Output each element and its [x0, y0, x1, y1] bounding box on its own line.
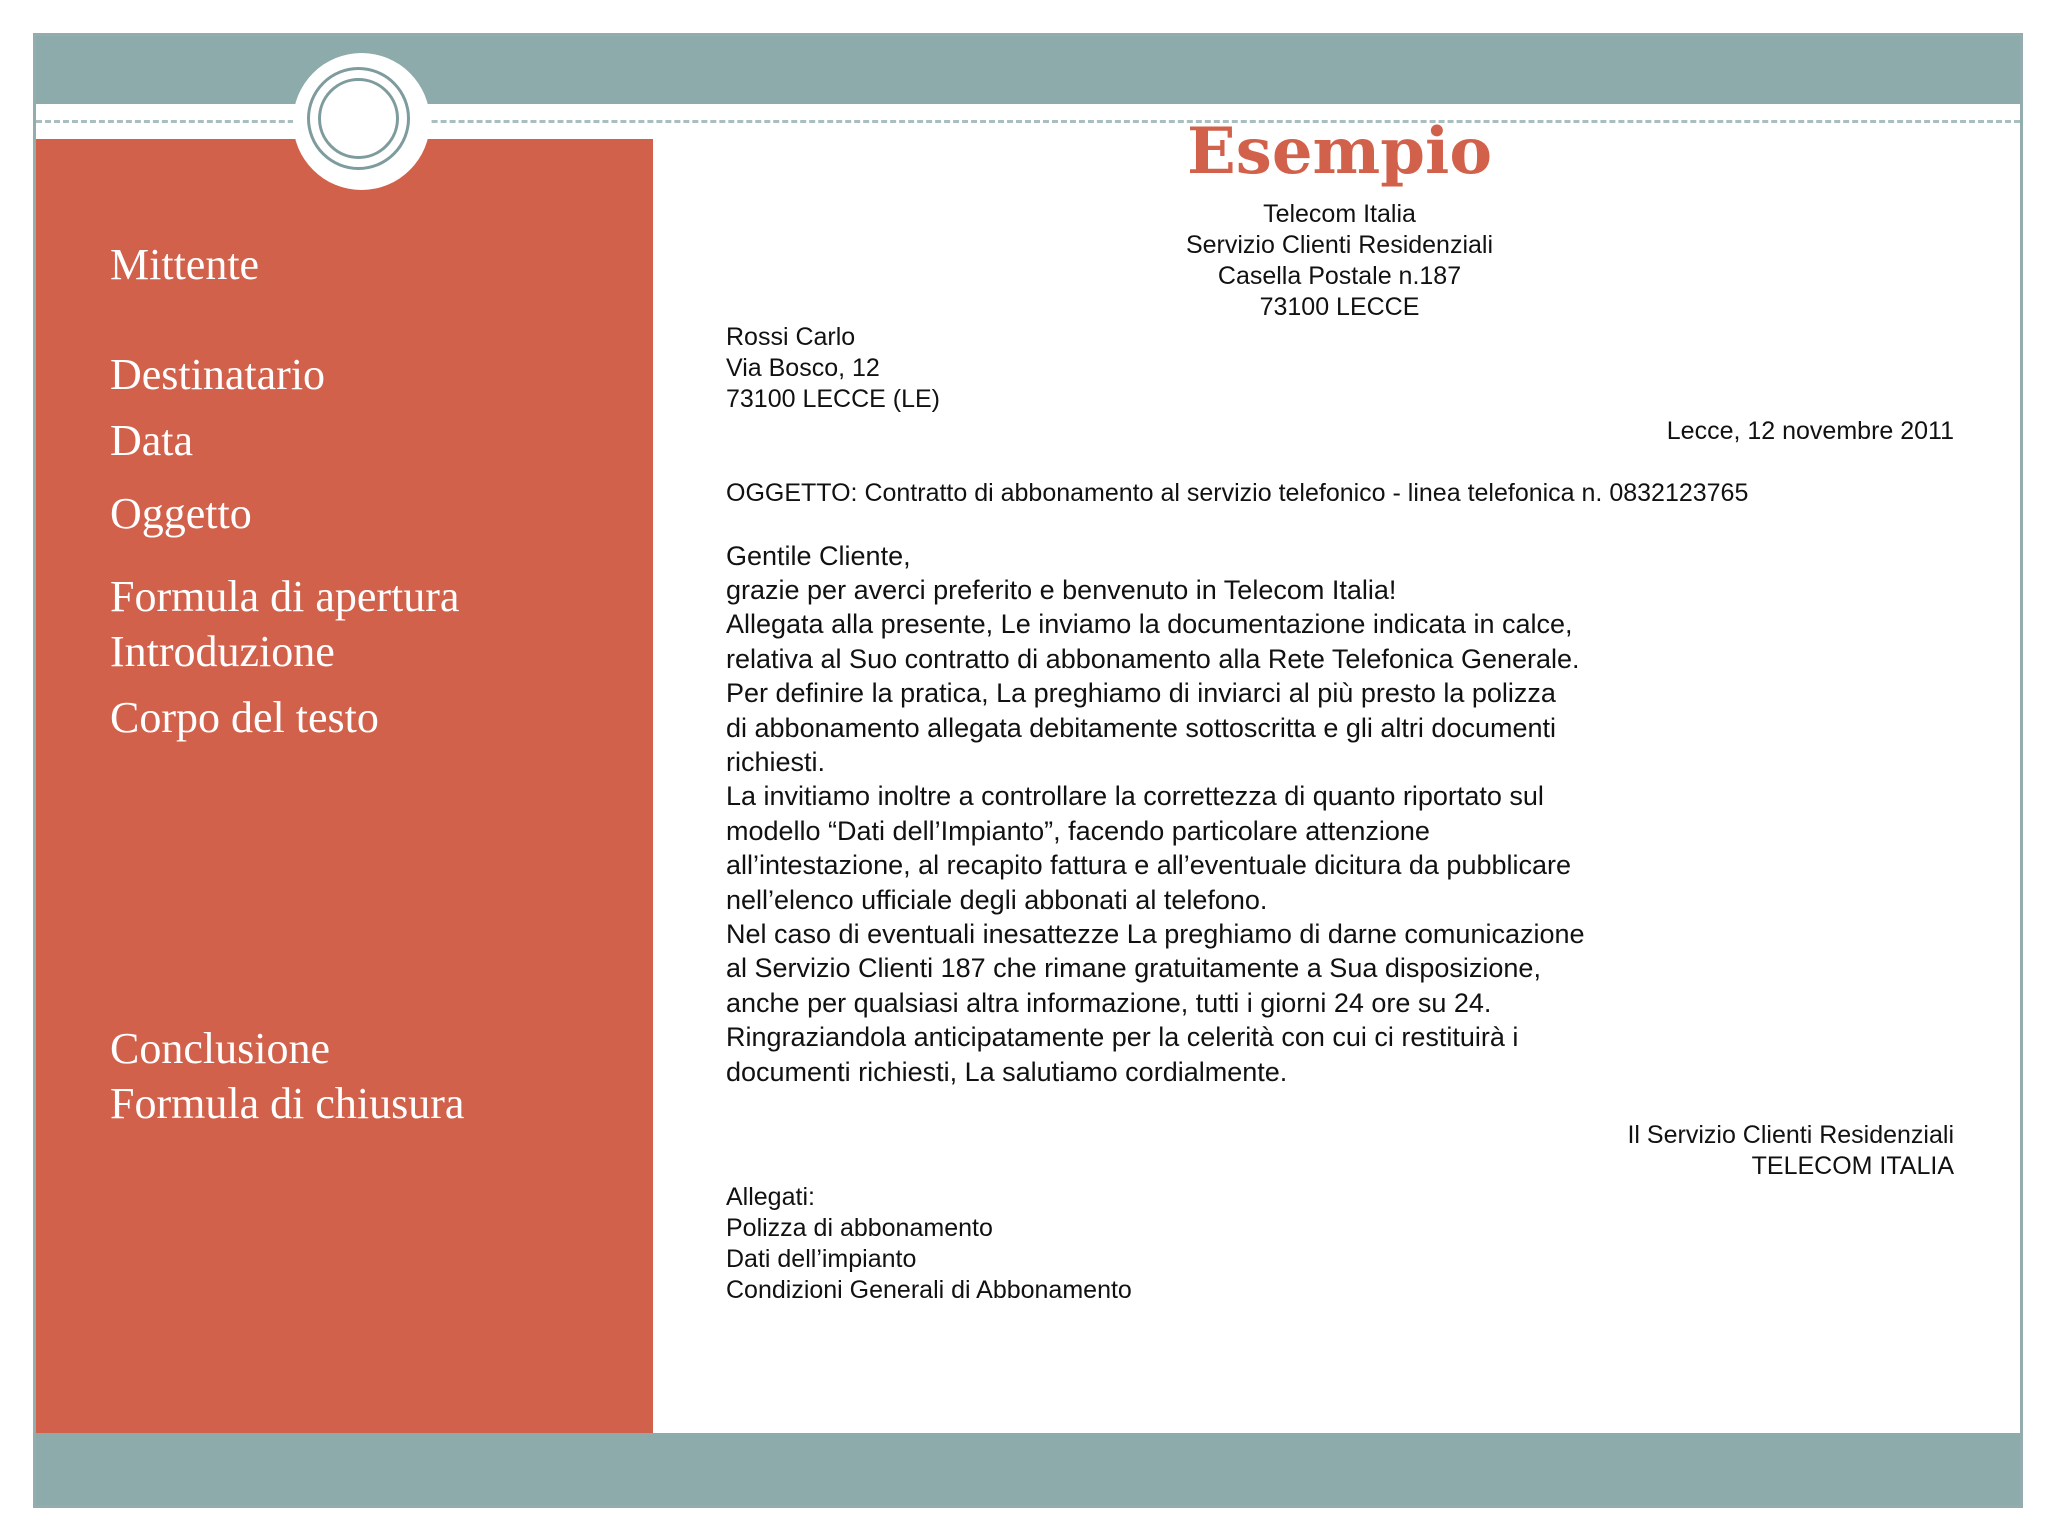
recipient-line: Servizio Clienti Residenziali: [1185, 231, 1494, 259]
attachment-line: Polizza di abbonamento: [726, 1214, 993, 1242]
letter-body: [726, 573, 1585, 1089]
body-line: documenti richiesti, La salutiamo cordialmente.: [726, 1056, 1288, 1087]
left-panel: [36, 139, 653, 1436]
signature-line: TELECOM ITALIA: [1751, 1152, 1954, 1180]
attachment-line: Condizioni Generali di Abbonamento: [726, 1276, 1132, 1304]
letter-subject: OGGETTO: Contratto di abbonamento al servizio telefonico - linea telefonica n. 0832123765: [726, 479, 1749, 507]
recipient-line: Telecom Italia: [1263, 200, 1416, 228]
body-line: all’intestazione, al recapito fattura e all’eventuale dicitura da pubblicare: [726, 850, 1572, 881]
recipient-line: Casella Postale n.187: [1217, 262, 1462, 290]
attachment-line: Dati dell’impianto: [726, 1245, 917, 1273]
label-introduzione: Introduzione: [110, 627, 335, 676]
recipient-address: [653, 199, 2023, 323]
letter-attachments: [726, 1182, 1132, 1306]
body-line: grazie per averci preferito e benvenuto in Telecom Italia!: [726, 575, 1397, 605]
body-line: nell’elenco ufficiale degli abbonati al telefono.: [726, 884, 1268, 915]
body-line: modello “Dati dell’Impianto”, facendo particolare attenzione: [726, 815, 1430, 846]
label-corpo: Corpo del testo: [110, 693, 379, 742]
body-line: richiesti.: [726, 747, 826, 778]
circle-ring: [307, 67, 410, 170]
label-oggetto: Oggetto: [110, 489, 252, 538]
bottom-band: [36, 1433, 2020, 1505]
body-line: di abbonamento allegata debitamente sottoscritta e gli altri documenti: [726, 712, 1556, 743]
letter-salutation: Gentile Cliente,: [726, 541, 911, 571]
sender-line: 73100 LECCE (LE): [726, 385, 941, 413]
body-line: Allegata alla presente, Le inviamo la documentazione indicata in calce,: [726, 609, 1573, 640]
body-line: La invitiamo inoltre a controllare la correttezza di quanto riportato sul: [726, 781, 1544, 812]
body-line: relativa al Suo contratto di abbonamento alla Rete Telefonica Generale.: [726, 643, 1580, 674]
body-line: Nel caso di eventuali inesattezze La preghiamo di darne comunicazione: [726, 919, 1585, 950]
body-line: al Servizio Clienti 187 che rimane gratuitamente a Sua disposizione,: [726, 953, 1541, 984]
slide: [33, 33, 2023, 1508]
sender-address: [726, 322, 940, 415]
circle-ornament: [293, 53, 430, 190]
body-line: Per definire la pratica, La preghiamo di inviarci al più presto la polizza: [726, 678, 1556, 709]
label-mittente: Mittente: [110, 240, 260, 289]
label-conclusione: Conclusione: [110, 1024, 330, 1073]
sender-line: Rossi Carlo: [726, 323, 856, 351]
circle-inner-ring: [318, 78, 399, 159]
label-formula-chiusura: Formula di chiusura: [110, 1079, 465, 1128]
slide-title: Esempio: [1187, 114, 1492, 189]
label-formula-apertura: Formula di apertura: [110, 572, 460, 621]
signature-line: Il Servizio Clienti Residenziali: [1627, 1121, 1954, 1149]
sender-line: Via Bosco, 12: [726, 354, 880, 382]
body-line: Ringraziandola anticipatamente per la celerità con cui ci restituirà i: [726, 1022, 1519, 1053]
attachment-line: Allegati:: [726, 1183, 815, 1211]
letter-date: Lecce, 12 novembre 2011: [1666, 417, 1954, 445]
label-destinatario: Destinatario: [110, 350, 326, 399]
body-line: anche per qualsiasi altra informazione, tutti i giorni 24 ore su 24.: [726, 987, 1492, 1018]
label-data: Data: [110, 416, 194, 465]
letter-signature: [1627, 1120, 1954, 1182]
recipient-line: 73100 LECCE: [1259, 293, 1420, 321]
